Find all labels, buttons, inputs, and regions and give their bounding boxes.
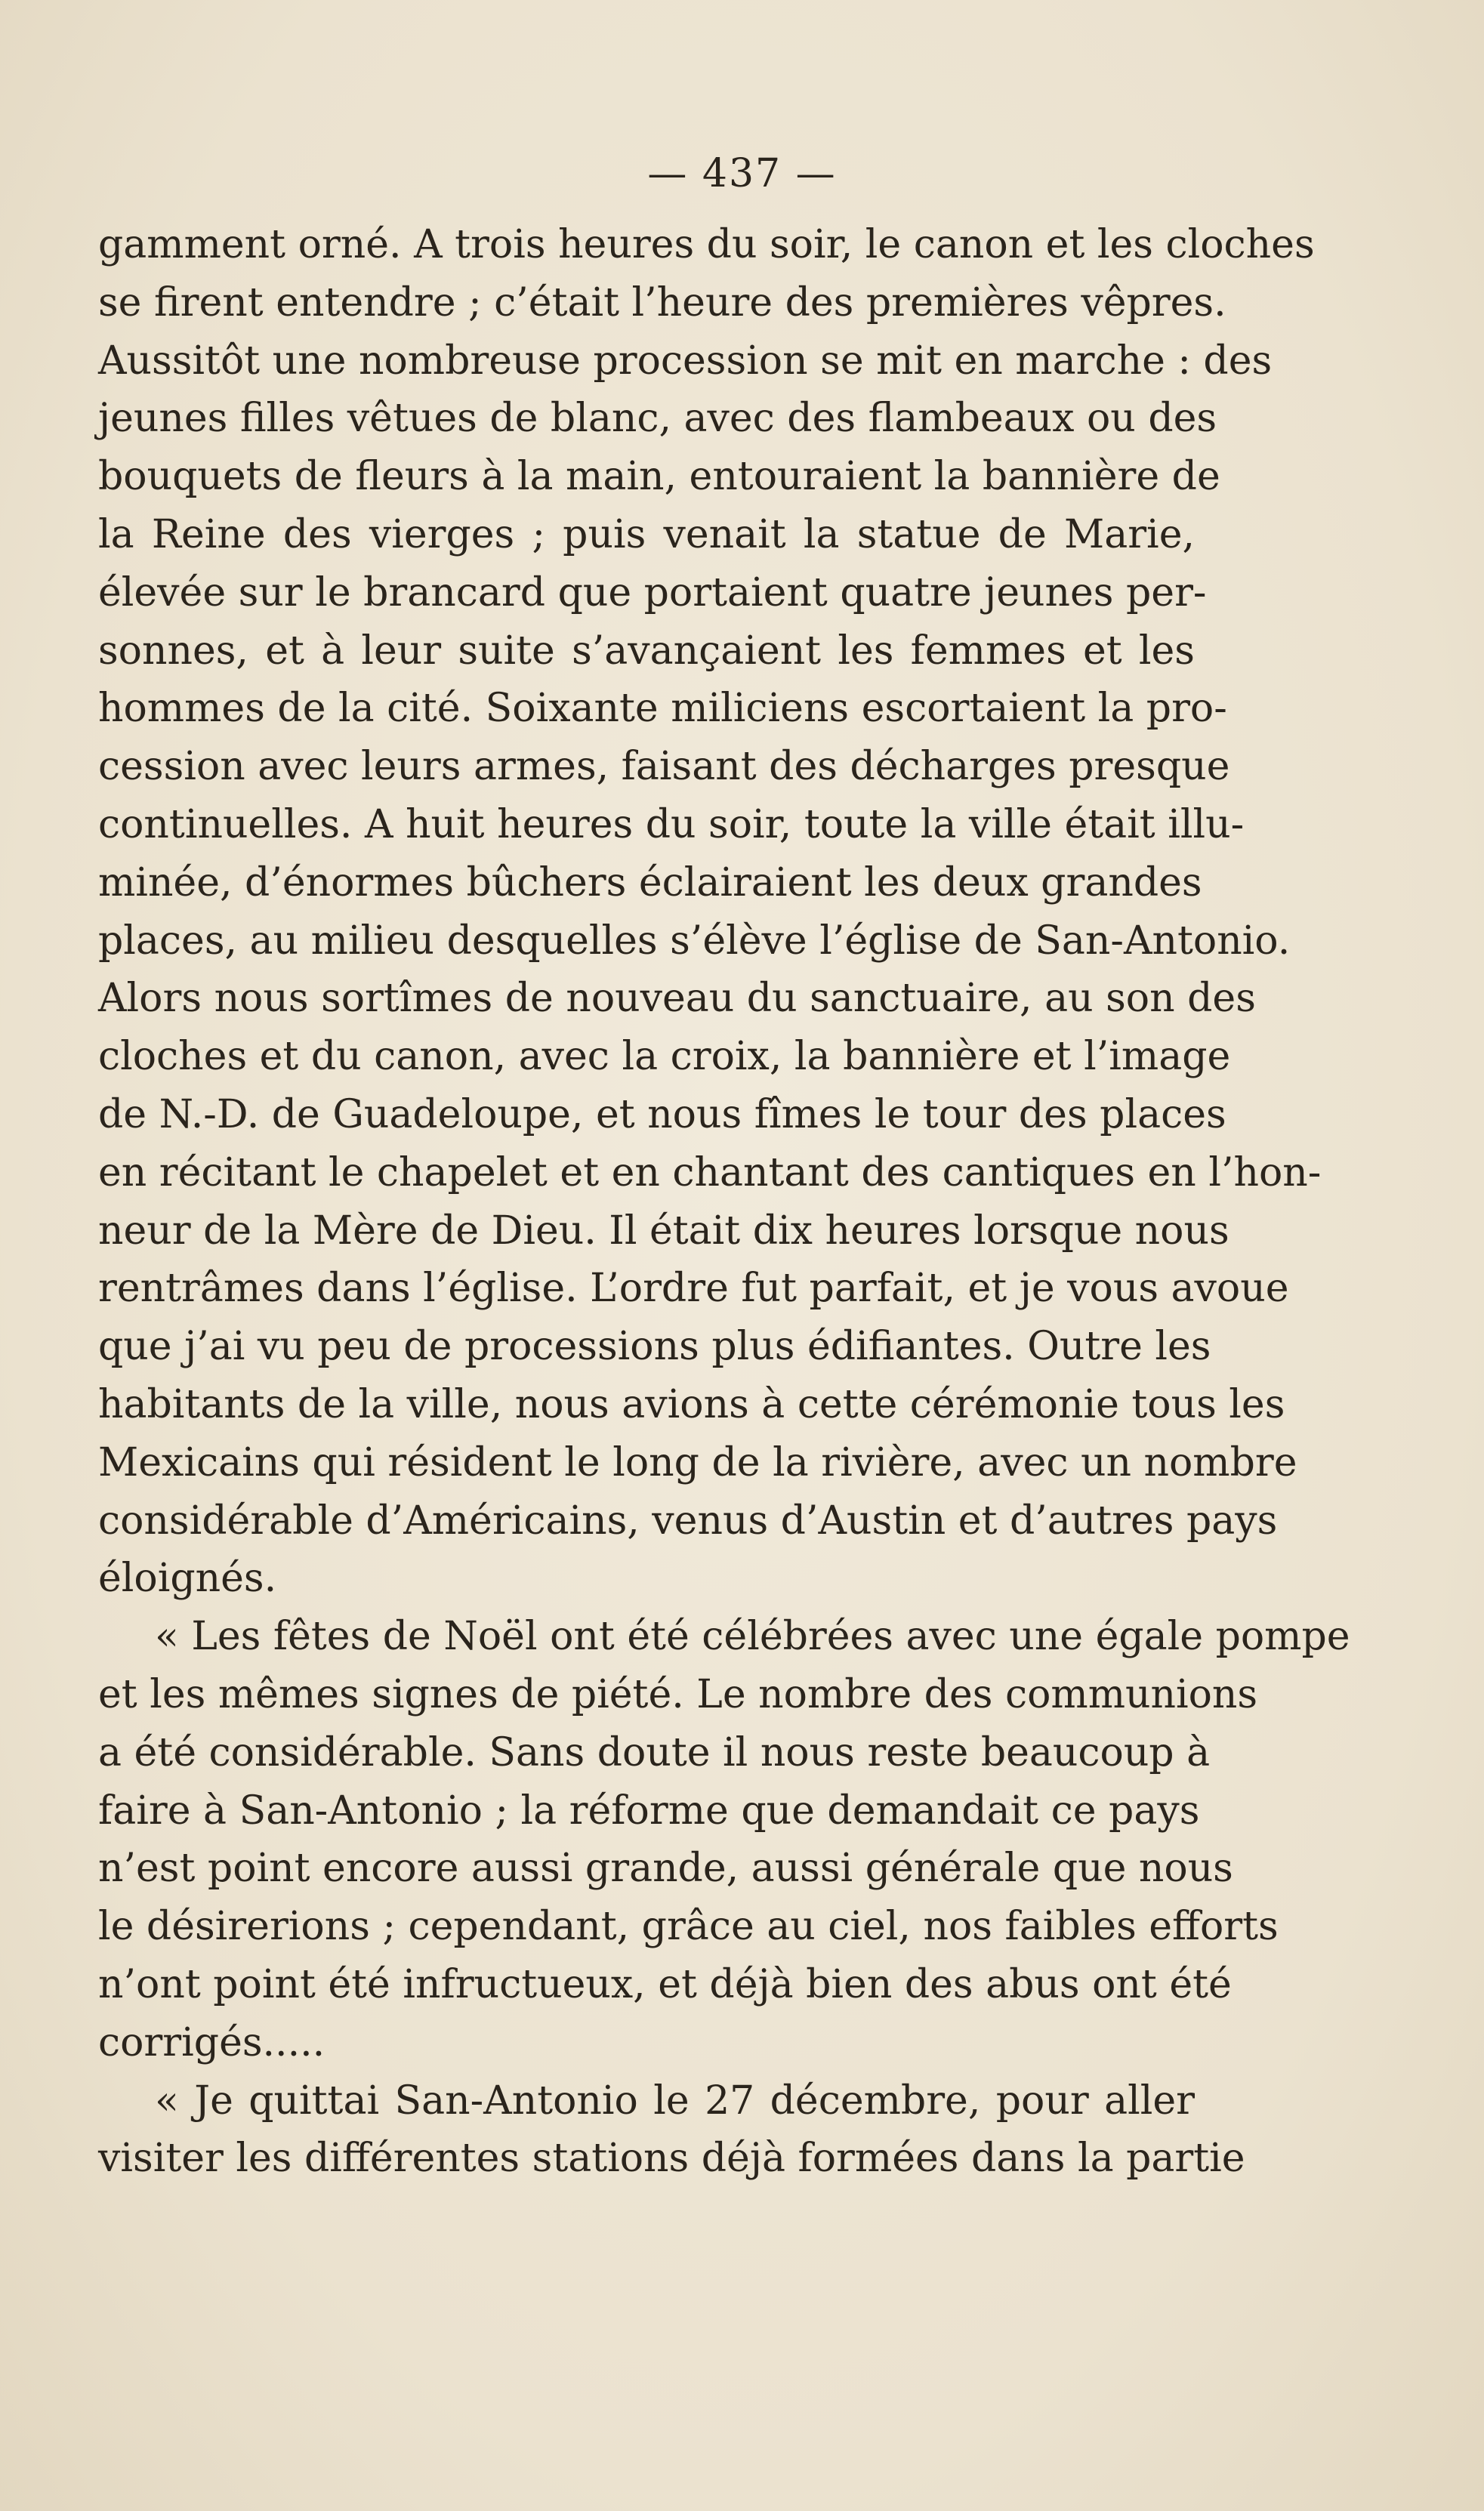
text-line: sonnes, et à leur suite s’avançaient les femmes et les [98, 628, 1195, 674]
text-line: n’ont point été infructueux, et déjà bien des abus ont été [98, 1961, 1232, 2007]
text-line: en récitant le chapelet et en chantant des cantiques en l’hon- [98, 1149, 1322, 1195]
text-line: « Je quittai San-Antonio le 27 décembre, pour aller [155, 2078, 1195, 2124]
text-line: gamment orné. A trois heures du soir, le canon et les cloches [98, 222, 1315, 267]
text-line: jeunes filles vêtues de blanc, avec des flambeaux ou des [98, 396, 1217, 442]
text-line: corrigés..... [98, 2019, 325, 2065]
text-line: de N.-D. de Guadeloupe, et nous fîmes le tour des places [98, 1091, 1226, 1137]
text-line: considérable d’Américains, venus d’Austin et d’autres pays [98, 1498, 1278, 1544]
text-line: se firent entendre ; c’était l’heure des premières vêpres. [98, 279, 1226, 325]
text-line: et les mêmes signes de piété. Le nombre des communions [98, 1671, 1258, 1717]
text-line: minée, d’énormes bûchers éclairaient les deux grandes [98, 859, 1202, 905]
text-line: habitants de la ville, nous avions à cette cérémonie tous les [98, 1381, 1285, 1427]
text-line: élevée sur le brancard que portaient quatre jeunes per- [98, 569, 1207, 615]
text-line: hommes de la cité. Soixante miliciens escortaient la pro- [98, 686, 1227, 732]
text-line: Alors nous sortîmes de nouveau du sanctuaire, au son des [98, 976, 1256, 1022]
text-line: places, au milieu desquelles s’élève l’église de San-Antonio. [98, 918, 1291, 964]
text-line: n’est point encore aussi grande, aussi générale que nous [98, 1846, 1233, 1892]
text-line: neur de la Mère de Dieu. Il était dix heures lorsque nous [98, 1208, 1229, 1254]
text-line: a été considérable. Sans doute il nous reste beaucoup à [98, 1729, 1211, 1775]
text-line: « Les fêtes de Noël ont été célébrées avec une égale pompe [155, 1614, 1350, 1660]
text-line: éloignés. [98, 1556, 277, 1602]
page-number: — 437 — [647, 151, 837, 196]
text-line: la Reine des vierges ; puis venait la statue de Marie, [98, 511, 1195, 557]
text-line: rentrâmes dans l’église. L’ordre fut parfait, et je vous avoue [98, 1266, 1289, 1312]
body-text [98, 216, 1350, 2188]
text-line: visiter les différentes stations déjà formées dans la partie [98, 2136, 1245, 2182]
text-line: que j’ai vu peu de processions plus édifiantes. Outre les [98, 1324, 1211, 1370]
text-line: Mexicains qui résident le long de la rivière, avec un nombre [98, 1439, 1297, 1485]
text-line: le désirerions ; cependant, grâce au ciel, nos faibles efforts [98, 1904, 1279, 1950]
text-line: continuelles. A huit heures du soir, toute la ville était illu- [98, 801, 1245, 847]
text-line: cession avec leurs armes, faisant des décharges presque [98, 744, 1230, 790]
text-line: bouquets de fleurs à la main, entouraient la bannière de [98, 454, 1220, 500]
text-line: cloches et du canon, avec la croix, la bannière et l’image [98, 1034, 1231, 1080]
text-line: faire à San-Antonio ; la réforme que demandait ce pays [98, 1788, 1200, 1834]
text-line: Aussitôt une nombreuse procession se mit en marche : des [98, 338, 1273, 384]
